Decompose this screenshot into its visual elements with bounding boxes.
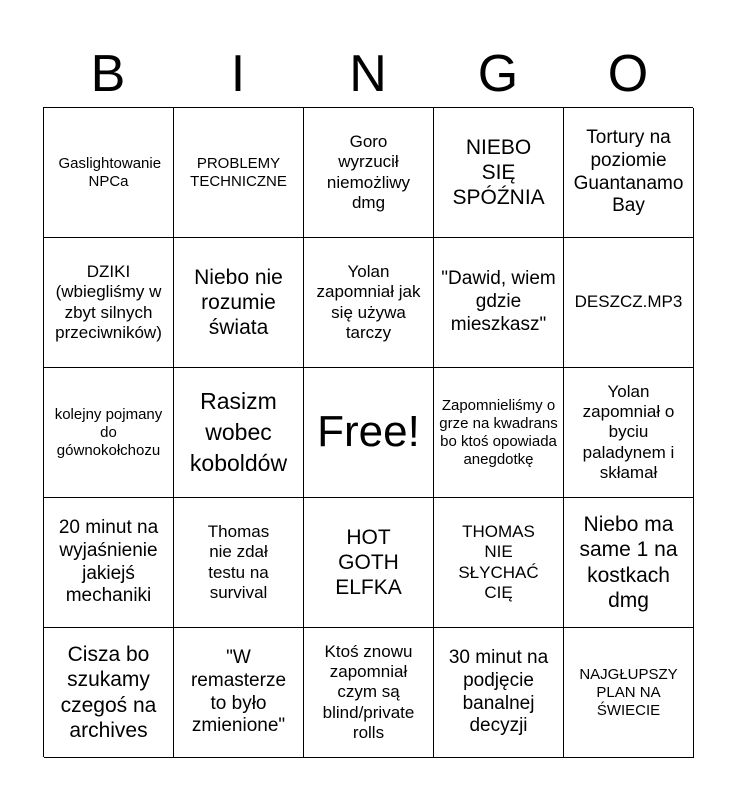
cell-text: Niebo nie rozumie świata: [194, 265, 283, 340]
bingo-cell-r2c4[interactable]: [434, 238, 564, 368]
bingo-header: [43, 40, 693, 108]
bingo-cell-r5c4[interactable]: [434, 628, 564, 758]
bingo-cell-r4c1[interactable]: [44, 498, 174, 628]
cell-text: Tortury na poziomie Guantanamo Bay: [573, 126, 684, 217]
cell-text: "Dawid, wiem gdzie mieszkasz": [441, 268, 556, 335]
bingo-cell-r2c2[interactable]: [174, 238, 304, 368]
cell-text: Gaslightowanie NPCa: [58, 154, 162, 190]
cell-text: NAJGŁUPSZY PLAN NA ŚWIECIE: [579, 665, 678, 719]
cell-text: DZIKI (wbiegliśmy w zbyt silnych przeciwników): [55, 261, 162, 342]
bingo-cell-r3c5[interactable]: [564, 368, 694, 498]
bingo-cell-r4c4[interactable]: [434, 498, 564, 628]
header-letter-n: N: [349, 45, 387, 103]
cell-text: NIEBO SIĘ SPÓŹNIA: [452, 135, 545, 210]
cell-text: Niebo ma same 1 na kostkach dmg: [579, 513, 678, 612]
cell-text: 30 minut na podjęcie banalnej decyzji: [448, 646, 549, 737]
bingo-cell-free[interactable]: [304, 368, 434, 498]
cell-text: Yolan zapomniał jak się używa tarczy: [316, 261, 421, 342]
bingo-cell-r1c5[interactable]: [564, 108, 694, 238]
cell-text: "W remasterze to było zmienione": [190, 646, 287, 737]
cell-text: Goro wyrzucił niemożliwy dmg: [326, 131, 411, 212]
cell-text: Zapomnieliśmy o grze na kwadrans bo ktoś opowiada anegdotkę: [439, 396, 558, 468]
cell-text: DESZCZ.MP3: [574, 292, 683, 312]
bingo-cell-r5c1[interactable]: [44, 628, 174, 758]
cell-text: PROBLEMY TECHNICZNE: [190, 154, 287, 190]
cell-text: Rasizm wobec koboldów: [189, 387, 288, 477]
bingo-cell-r4c2[interactable]: [174, 498, 304, 628]
header-letter-i: I: [230, 45, 246, 103]
cell-text: Cisza bo szukamy czegoś na archives: [60, 643, 157, 742]
header-letter-o: O: [607, 45, 649, 103]
bingo-cell-r1c4[interactable]: [434, 108, 564, 238]
bingo-cell-r1c1[interactable]: [44, 108, 174, 238]
bingo-cell-r2c1[interactable]: [44, 238, 174, 368]
bingo-cell-r1c3[interactable]: [304, 108, 434, 238]
bingo-cell-r5c5[interactable]: [564, 628, 694, 758]
cell-text: 20 minut na wyjaśnienie jakiejś mechaniki: [58, 516, 159, 607]
header-letter-b: B: [90, 45, 126, 103]
bingo-cell-r2c3[interactable]: [304, 238, 434, 368]
bingo-cell-r1c2[interactable]: [174, 108, 304, 238]
bingo-cell-r3c4[interactable]: [434, 368, 564, 498]
bingo-cell-r4c5[interactable]: [564, 498, 694, 628]
cell-text: Thomas nie zdał testu na survival: [207, 521, 270, 602]
bingo-cell-r3c2[interactable]: [174, 368, 304, 498]
cell-text: HOT GOTH ELFKA: [335, 525, 402, 600]
bingo-cell-r2c5[interactable]: [564, 238, 694, 368]
bingo-cell-r4c3[interactable]: [304, 498, 434, 628]
bingo-cell-r5c2[interactable]: [174, 628, 304, 758]
cell-text: THOMAS NIE SŁYCHAĆ CIĘ: [458, 521, 539, 602]
bingo-grid: [43, 107, 693, 757]
header-letter-g: G: [477, 45, 519, 103]
cell-text: kolejny pojmany do gównokołchozu: [54, 405, 163, 459]
cell-text: Ktoś znowu zapomniał czym są blind/private rolls: [322, 641, 415, 743]
bingo-cell-r3c1[interactable]: [44, 368, 174, 498]
cell-text: Free!: [317, 407, 420, 457]
cell-text: Yolan zapomniał o byciu paladynem i skłamał: [582, 381, 675, 483]
bingo-cell-r5c3[interactable]: [304, 628, 434, 758]
